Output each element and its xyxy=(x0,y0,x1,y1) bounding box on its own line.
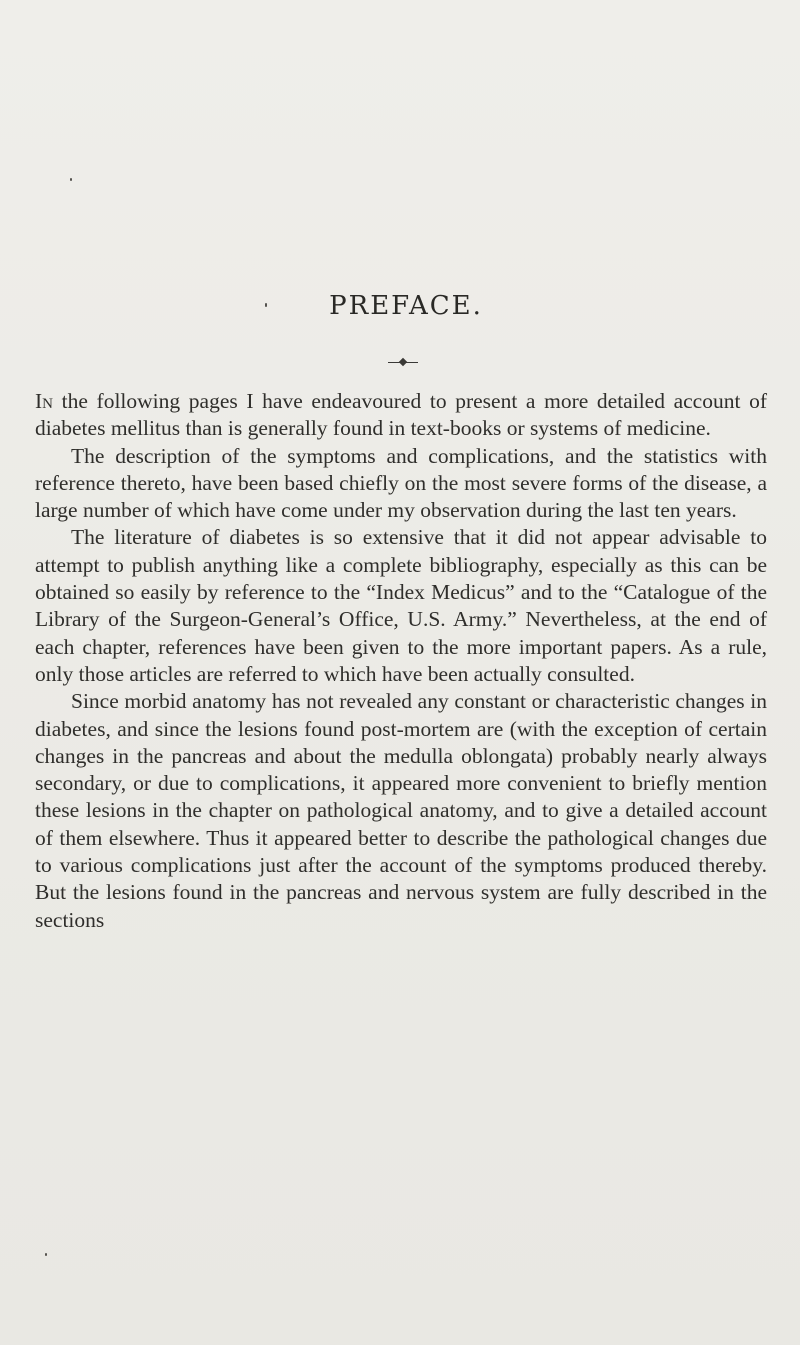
ornament-diamond xyxy=(399,358,407,366)
page-speck xyxy=(70,178,72,181)
paragraph-text: The literature of diabetes is so extensive that it did not appear advisable to attempt to publish anything like a complete bibliography, especially as this can be obtained so easily by reference to the “Index Medicus” and to the “Catalogue of the Library of the Surgeon-General’s Office, U.S. Army.” Nevertheless, at the end of each chapter, references have been given to the more important papers. As a rule, only those articles are referred to which have been actually consulted. xyxy=(35,525,767,686)
paragraph xyxy=(35,388,767,443)
paragraph xyxy=(35,443,767,525)
paragraph xyxy=(35,688,767,934)
paragraph xyxy=(35,524,767,688)
paragraph-text: the following pages I have endeavoured to present a more detailed account of diabetes mellitus than is generally found in text-books or systems of medicine. xyxy=(35,389,767,441)
paragraph-text: The description of the symptoms and complications, and the statistics with reference thereto, have been based chiefly on the most severe forms of the disease, a large number of which have come under my observation during the last ten years. xyxy=(35,443,767,523)
paragraph-text: Since morbid anatomy has not revealed any constant or characteristic changes in diabetes, and since the lesions found post-mortem are (with the exception of certain changes in the pancreas and about the medulla oblongata) probably nearly always secondary, or due to complications, it appeared more convenient to briefly mention these lesions in the chapter on pathological anatomy, and to give a detailed account of them elsewhere. Thus it appeared better to describe the pathological changes due to various complications just after the account of the symptoms produced thereby. But the lesions found in the pancreas and nervous system are fully described in the sections xyxy=(35,689,767,932)
title-ornament xyxy=(388,358,418,368)
preface-body xyxy=(35,388,767,934)
page-speck xyxy=(45,1253,47,1256)
page-title: PREFACE. xyxy=(329,291,483,321)
paragraph-lead: In xyxy=(35,389,53,413)
